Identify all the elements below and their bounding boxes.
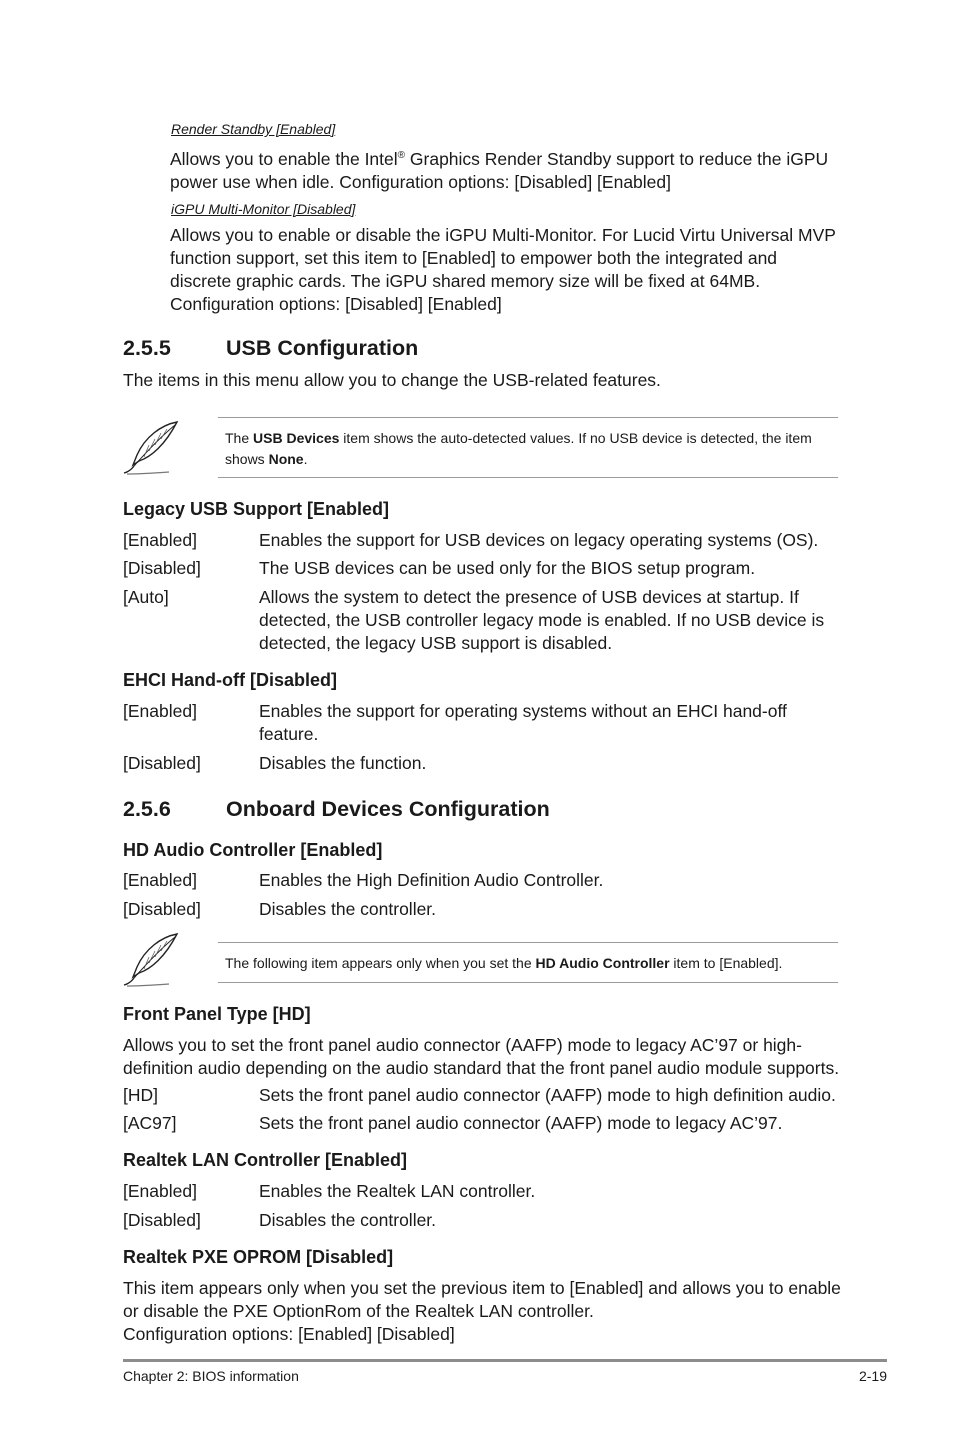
option-row xyxy=(123,1112,843,1135)
option-row xyxy=(123,700,843,746)
note-divider-bottom xyxy=(218,477,838,478)
option-value: [Enabled] xyxy=(123,530,197,550)
realtek-lan-title: Realtek LAN Controller [Enabled] xyxy=(123,1150,408,1170)
igpu-multi-monitor-title: iGPU Multi-Monitor [Disabled] xyxy=(171,201,356,217)
section-number: 2.5.6 xyxy=(123,797,171,821)
note-usb-devices: The USB Devices item shows the auto-detected values. If no USB device is detected, the item shows None. xyxy=(225,430,812,467)
option-value: [Auto] xyxy=(123,587,169,607)
option-description: Enables the Realtek LAN controller. xyxy=(259,1181,536,1201)
option-value: [Disabled] xyxy=(123,753,201,773)
render-standby-description: Allows you to enable the Intel® Graphics Render Standby support to reduce the iGPU power use when idle. Configuration options: [Disabled] [Enabled] xyxy=(170,148,829,192)
front-panel-title: Front Panel Type [HD] xyxy=(123,1004,311,1024)
option-description: Disables the controller. xyxy=(259,899,437,919)
realtek-pxe-options: Configuration options: [Enabled] [Disabled] xyxy=(123,1324,455,1344)
section-title: Onboard Devices Configuration xyxy=(226,797,550,821)
front-panel-description: Allows you to set the front panel audio connector (AAFP) mode to legacy AC’97 or high-definition audio depending on the audio standard that the front panel audio module supports. xyxy=(123,1035,840,1078)
option-row xyxy=(123,1180,843,1203)
option-value: [Enabled] xyxy=(123,1181,197,1201)
hd-audio-title: HD Audio Controller [Enabled] xyxy=(123,840,383,860)
option-row xyxy=(123,898,843,921)
note-divider-bottom xyxy=(218,982,838,983)
option-value: [AC97] xyxy=(123,1113,177,1133)
option-row xyxy=(123,529,843,552)
option-row xyxy=(123,752,843,775)
option-value: [HD] xyxy=(123,1085,158,1105)
footer-chapter: Chapter 2: BIOS information xyxy=(123,1368,299,1384)
option-description: Disables the controller. xyxy=(259,1210,437,1230)
option-value: [Disabled] xyxy=(123,899,201,919)
feather-pen-icon xyxy=(121,931,181,989)
section-heading-usb xyxy=(123,336,418,361)
option-row xyxy=(123,869,843,892)
note-divider-top xyxy=(218,942,838,943)
option-row xyxy=(123,557,843,580)
option-row xyxy=(123,1084,843,1107)
option-value: [Disabled] xyxy=(123,558,201,578)
option-value: [Disabled] xyxy=(123,1210,201,1230)
note-hd-audio: The following item appears only when you set the HD Audio Controller item to [Enabled]. xyxy=(225,955,783,971)
footer-page-number: 2-19 xyxy=(858,1368,887,1384)
option-description: Sets the front panel audio connector (AAFP) mode to high definition audio. xyxy=(259,1085,836,1105)
legacy-usb-title: Legacy USB Support [Enabled] xyxy=(123,499,390,519)
realtek-pxe-title: Realtek PXE OPROM [Disabled] xyxy=(123,1247,394,1267)
option-row xyxy=(123,586,843,655)
option-description: Enables the support for operating systems without an EHCI hand-off feature. xyxy=(259,701,787,744)
option-value: [Enabled] xyxy=(123,870,197,890)
section-number: 2.5.5 xyxy=(123,336,171,360)
feather-pen-icon xyxy=(121,419,181,477)
option-value: [Enabled] xyxy=(123,701,197,721)
option-description: The USB devices can be used only for the BIOS setup program. xyxy=(259,558,756,578)
option-description: Sets the front panel audio connector (AAFP) mode to legacy AC’97. xyxy=(259,1113,783,1133)
option-description: Allows the system to detect the presence of USB devices at startup. If detected, the USB controller legacy mode is enabled. If no USB device is detected, the legacy USB support is disabled. xyxy=(259,587,825,653)
note-divider-top xyxy=(218,417,838,418)
section-heading-onboard xyxy=(123,797,550,822)
render-standby-title: Render Standby [Enabled] xyxy=(171,121,336,137)
option-description: Enables the High Definition Audio Controller. xyxy=(259,870,604,890)
ehci-handoff-title: EHCI Hand-off [Disabled] xyxy=(123,670,337,690)
realtek-pxe-description: This item appears only when you set the previous item to [Enabled] and allows you to enable or disable the PXE OptionRom of the Realtek LAN controller. xyxy=(123,1278,841,1321)
option-description: Enables the support for USB devices on legacy operating systems (OS). xyxy=(259,530,819,550)
option-description: Disables the function. xyxy=(259,753,427,773)
igpu-multi-monitor-description: Allows you to enable or disable the iGPU Multi-Monitor. For Lucid Virtu Universal MVP function support, set this item to [Enabled] to empower both the integrated and discrete graphic cards. The iGPU shared memory size will be fixed at 64MB. Configuration options: [Disabled] [Enabled] xyxy=(170,225,836,314)
footer-rule xyxy=(123,1359,887,1362)
usb-intro: The items in this menu allow you to change the USB-related features. xyxy=(123,370,661,390)
section-title: USB Configuration xyxy=(226,336,419,360)
option-row xyxy=(123,1209,843,1232)
